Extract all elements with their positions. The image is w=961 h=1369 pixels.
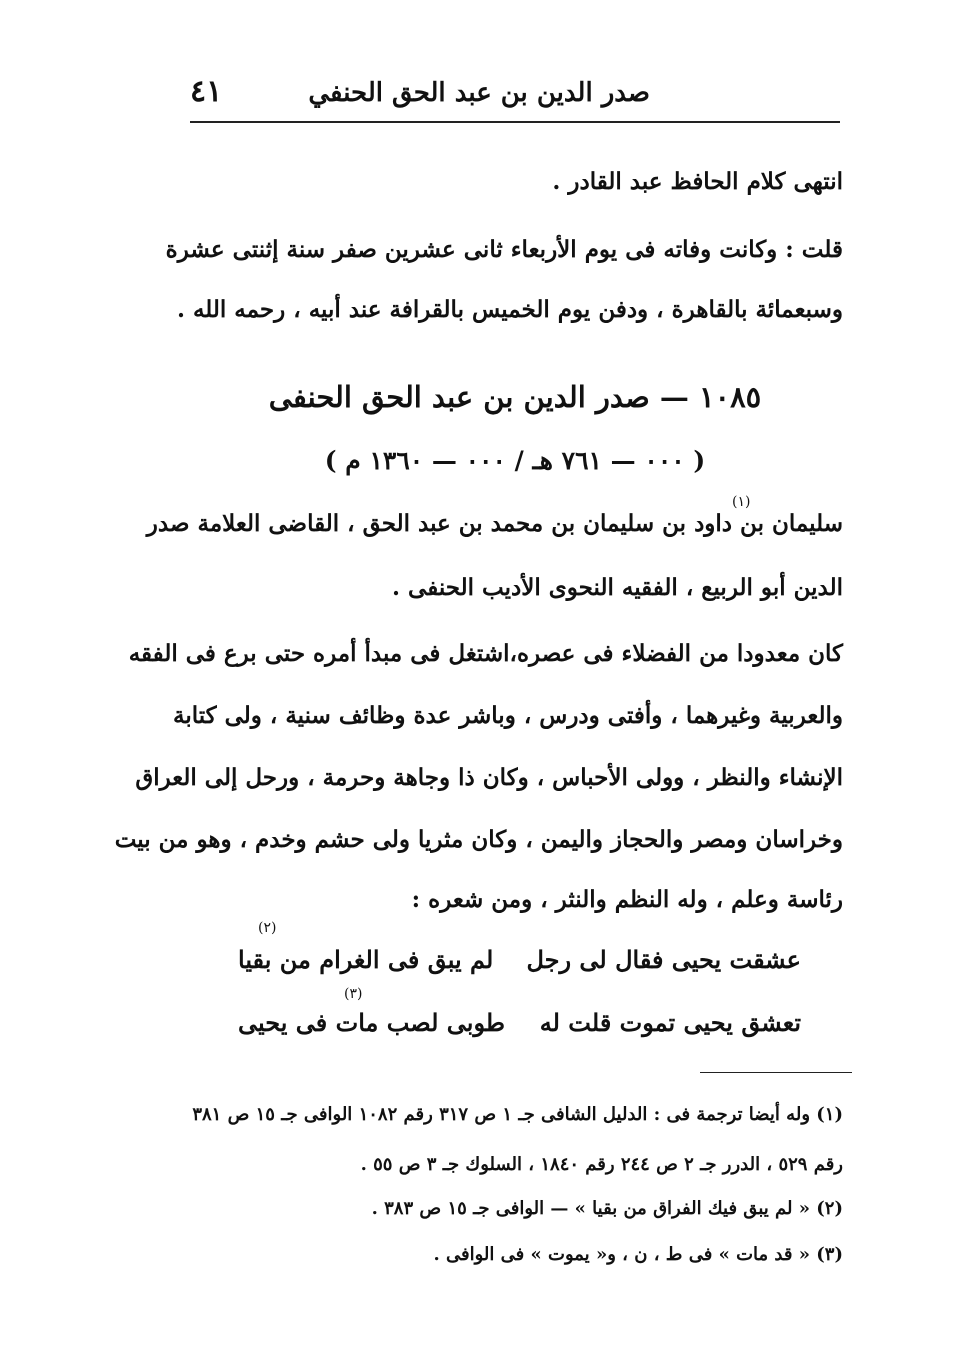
text-line: وسبعمائة بالقاهرة ، ودفن يوم الخميس بالقرافة عند أبيه ، رحمه الله . xyxy=(176,296,843,323)
verse-hemistich: طوبى لصب مات فى يحيى xyxy=(238,1008,505,1037)
footnote: (٢) « لم يبق فيك الفراق من بقيا » — الوافى جـ ١٥ ص ٣٨٣ . xyxy=(371,1198,843,1219)
text-line: وخراسان ومصر والحجاز واليمن ، وكان مثريا ولى حشم وخدم ، وهو من بيت xyxy=(114,826,843,853)
text-line: الإنشاء والنظر ، وولى الأحباس ، وكان ذا وجاهة وحرمة ، ورحل إلى العراق xyxy=(135,764,843,791)
bio-line xyxy=(146,510,843,537)
page-number: ٤١ xyxy=(190,74,223,109)
header-rule xyxy=(190,121,840,123)
text-line: كان معدودا من الفضلاء فى عصره،اشتغل فى مبدأ أمره حتى برع فى الفقه xyxy=(128,640,843,667)
footnote-marker: (٢) xyxy=(258,920,277,936)
footnote: (٣) « قد مات » فى ط ، ن ، و« يموت » فى الوافى . xyxy=(433,1244,843,1265)
verse-hemistich: لم يبق فى الغرام من بقيا xyxy=(238,945,494,974)
page-header xyxy=(190,70,840,118)
text-line: انتهى كلام الحافظ عبد القادر . xyxy=(552,168,843,195)
footnote-rule xyxy=(700,1072,852,1073)
entry-dates: ( ٠٠٠ — ٧٦١ هـ / ٠٠٠ — ١٣٦٠ م ) xyxy=(324,446,706,475)
footnote-marker: (٣) xyxy=(344,986,363,1002)
footnote-marker: (١) xyxy=(732,494,751,510)
bio-line: الدين أبو الربيع ، الفقيه النحوى الأديب الحنفى . xyxy=(392,574,843,601)
footnote: رقم ٥٢٩ ، الدرر جـ ٢ ص ٢٤٤ رقم ١٨٤٠ ، السلوك جـ ٣ ص ٥٥ . xyxy=(360,1154,843,1175)
text-line: رئاسة وعلم ، وله النظم والنثر ، ومن شعره : xyxy=(411,886,843,913)
verse-hemistich: عشقت يحيى فقال لى رجل xyxy=(526,945,801,974)
verse-hemistich: تعشق يحيى تموت قلت له xyxy=(539,1008,801,1037)
footnote: (١) وله أيضا ترجمة فى : الدليل الشافى جـ ١ ص ٣١٧ رقم ١٠٨٢ الوافى جـ ١٥ ص ٣٨١ xyxy=(192,1104,843,1125)
bio-text: سليمان بن داود بن سليمان بن محمد بن عبد الحق ، القاضى العلامة صدر xyxy=(146,510,843,537)
text-line: قلت : وكانت وفاته فى يوم الأربعاء ثانى عشرين صفر سنة إثنتى عشرة xyxy=(165,236,843,263)
text-line: والعربية وغيرهما ، وأفتى ودرس ، وباشر عدة وظائف سنية ، ولى كتابة xyxy=(172,702,843,729)
entry-heading: ١٠٨٥ — صدر الدين بن عبد الحق الحنفى xyxy=(268,380,762,414)
running-title: صدر الدين بن عبد الحق الحنفي xyxy=(308,78,650,108)
